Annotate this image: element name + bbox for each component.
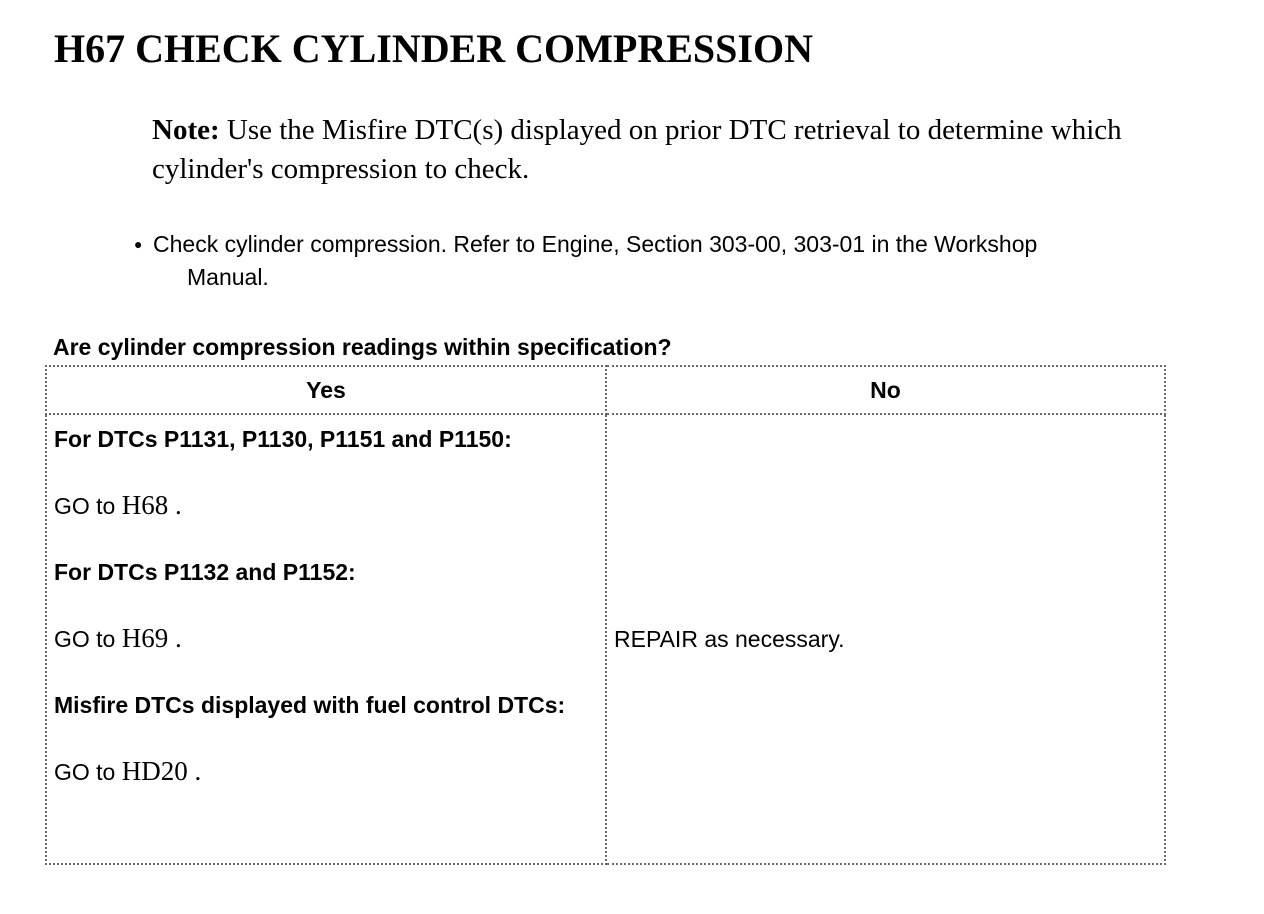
goto-h68-link[interactable]: H68 (121, 490, 169, 520)
bullet-icon: ● (134, 236, 143, 252)
page-title: H67 CHECK CYLINDER COMPRESSION (54, 26, 813, 71)
yes-header: Yes (46, 366, 606, 414)
step-item (134, 228, 1234, 294)
step-text-line2: Manual. (187, 264, 269, 290)
step-list (134, 228, 1234, 294)
goto-2-suffix: . (168, 623, 182, 653)
condition-2: For DTCs P1132 and P1152: (54, 559, 356, 585)
goto-1-prefix: GO to (54, 493, 122, 519)
goto-1-suffix: . (168, 490, 182, 520)
goto-1 (54, 489, 598, 523)
condition-3: Misfire DTCs displayed with fuel control DTCs: (54, 692, 566, 718)
no-header: No (606, 366, 1165, 414)
yes-entries (54, 423, 598, 789)
question-text: Are cylinder compression readings within specification? (53, 334, 672, 360)
goto-2-prefix: GO to (54, 626, 122, 652)
answer-table (45, 365, 1166, 865)
goto-h69-link[interactable]: H69 (121, 623, 169, 653)
goto-2 (54, 622, 598, 656)
goto-3-prefix: GO to (54, 759, 122, 785)
goto-hd20-link[interactable]: HD20 (121, 756, 188, 786)
no-cell: REPAIR as necessary. (606, 414, 1165, 864)
step-text-line1: Check cylinder compression. Refer to Engine, Section 303-00, 303-01 in the Workshop (153, 231, 1038, 257)
note-label: Note: (152, 114, 220, 146)
note-paragraph (152, 111, 1212, 189)
table-header-row (46, 366, 1165, 414)
table-row (46, 414, 1165, 864)
goto-3 (54, 755, 598, 789)
condition-1: For DTCs P1131, P1130, P1151 and P1150: (54, 426, 512, 452)
yes-cell (46, 414, 606, 864)
note-text: Use the Misfire DTC(s) displayed on prior DTC retrieval to determine which cylinder's compression to check. (152, 114, 1122, 185)
goto-3-suffix: . (187, 756, 202, 786)
